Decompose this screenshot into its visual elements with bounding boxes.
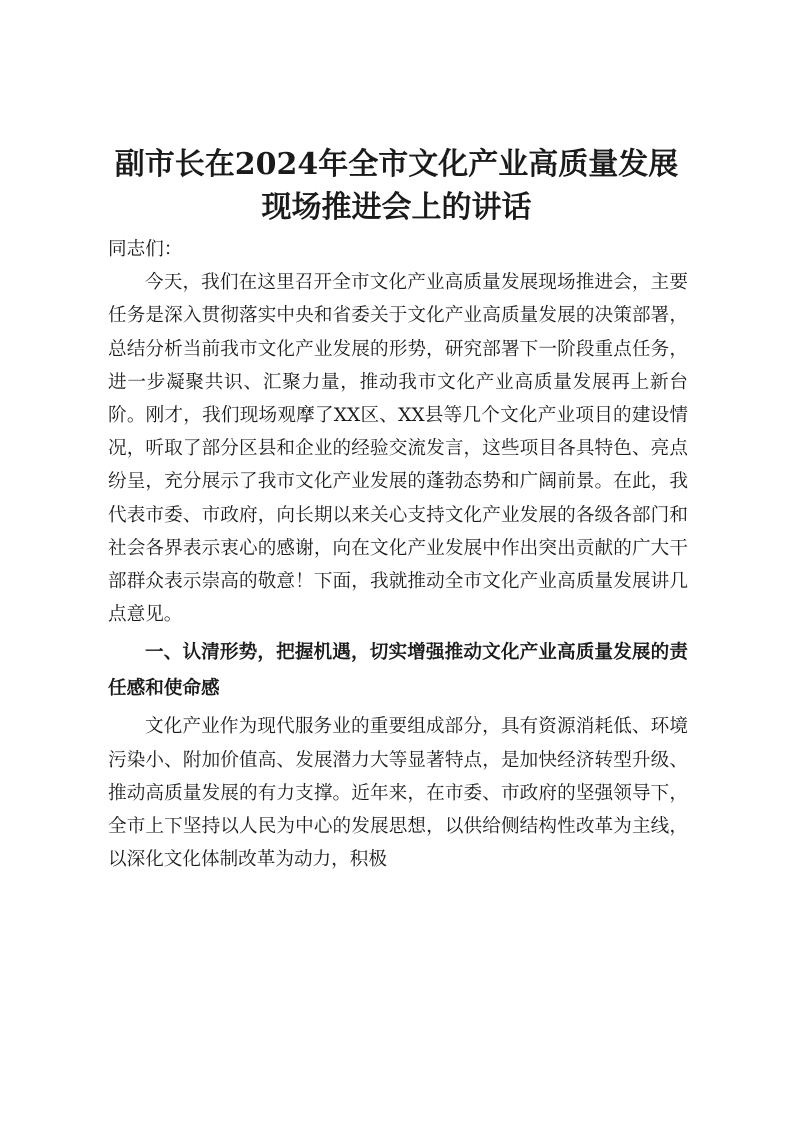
document-title: 副市长在2024年全市文化产业高质量发展现场推进会上的讲话 bbox=[114, 147, 679, 225]
section-heading-1: 一、认清形势，把握机遇，切实增强推动文化产业高质量发展的责任感和使命感 bbox=[108, 642, 688, 700]
paragraph-intro: 今天，我们在这里召开全市文化产业高质量发展现场推进会，主要任务是深入贯彻落实中央和省委关于文化产业高质量发展的决策部署，总结分析当前我市文化产业发展的形势，研究部署下一阶段重点任务，进一步凝聚共识、汇聚力量，推动我市文化产业高质量发展再上新台阶。刚才，我们现场观摩了XX区、XX县等几个文化产业项目的建设情况，听取了部分区县和企业的经验交流发言，这些项目各具特色、亮点纷呈，充分展示了我市文化产业发展的蓬勃态势和广阔前景。在此，我代表市委、市政府，向长期以来关心支持文化产业发展的各级各部门和社会各界表示衷心的感谢，向在文化产业发展中作出突出贡献的广大干部群众表示崇高的敬意！下面，我就推动全市文化产业高质量发展讲几点意见。 bbox=[108, 272, 688, 626]
salutation: 同志们： bbox=[108, 239, 183, 260]
document-body bbox=[108, 233, 688, 876]
paragraph-section-1: 文化产业作为现代服务业的重要组成部分，具有资源消耗低、环境污染小、附加价值高、发展潜力大等显著特点，是加快经济转型升级、推动高质量发展的有力支撑。近年来，在市委、市政府的坚强领导下，全市上下坚持以人民为中心的发展思想，以供给侧结构性改革为主线，以深化文化体制改革为动力，积极 bbox=[108, 716, 688, 871]
